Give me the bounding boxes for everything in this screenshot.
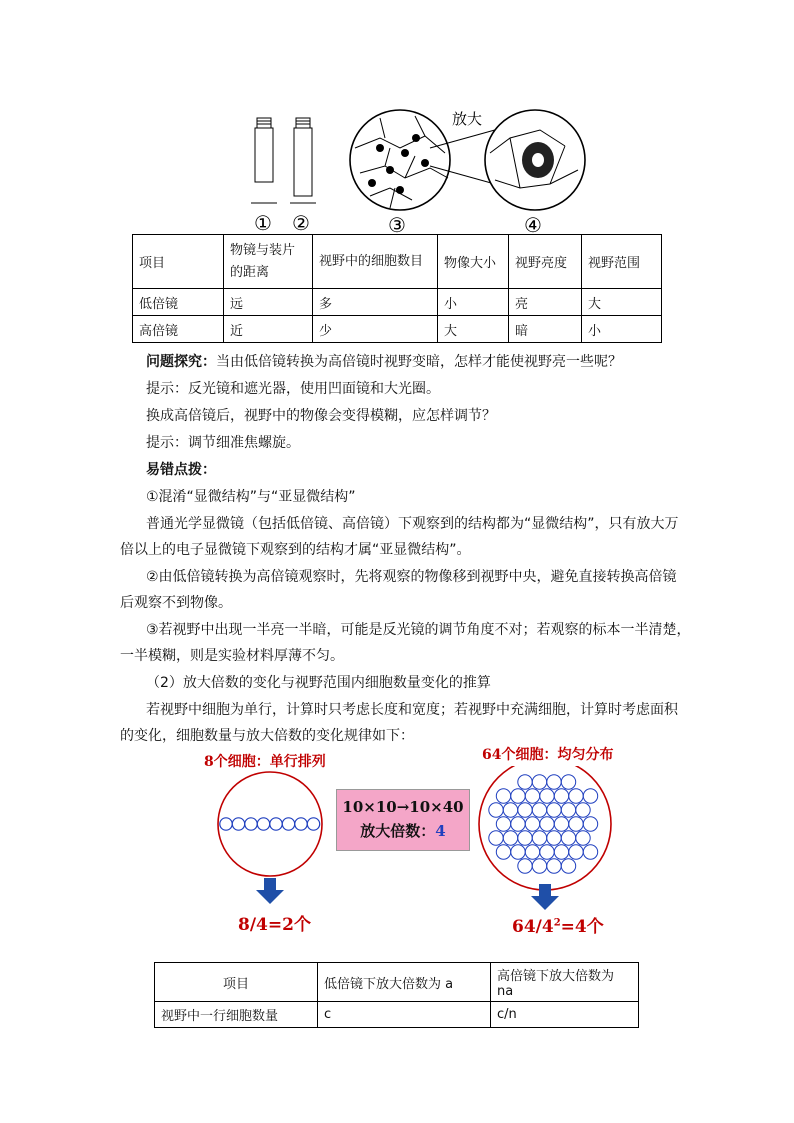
cell	[518, 803, 532, 817]
table-cell: 多	[313, 289, 438, 316]
cell	[554, 789, 568, 803]
table-header-row	[133, 235, 662, 289]
error-point-2: ②由低倍镜转换为高倍镜观察时，先将观察的物像移到视野中央，避免直接转换高倍镜	[146, 569, 677, 585]
section-2-heading: （2）放大倍数的变化与视野范围内细胞数量变化的推算	[146, 675, 491, 691]
table-row	[133, 316, 662, 343]
cell	[576, 831, 590, 845]
table-cell: 视野中的细胞数目	[313, 235, 438, 289]
cell	[257, 818, 269, 830]
cell	[532, 831, 546, 845]
table-cell: 低倍镜	[133, 289, 224, 316]
error-point-1-body-2: 倍以上的电子显微镜下观察到的结构才属“亚显微结构”。	[120, 542, 471, 558]
cell	[518, 775, 532, 789]
cell	[583, 845, 597, 859]
cell	[554, 845, 568, 859]
table-header-row	[155, 963, 639, 1002]
single-row-result: 8/4=2个	[238, 915, 311, 935]
result-exponent: 2	[553, 917, 561, 929]
table-cell: 高倍镜下放大倍数为 na	[491, 963, 639, 1002]
cell	[532, 859, 546, 873]
table-cell: 近	[224, 316, 313, 343]
high-power-objective	[290, 118, 316, 203]
fig-label-3: ③	[388, 213, 406, 237]
fig-label-4: ④	[524, 213, 542, 237]
question-1	[146, 352, 676, 372]
cell	[220, 818, 232, 830]
cell	[547, 859, 561, 873]
table-cell: 视野中一行细胞数量	[155, 1002, 318, 1028]
cell	[496, 789, 510, 803]
magnify-label: 放大	[452, 110, 483, 128]
cell	[547, 831, 561, 845]
cell	[496, 845, 510, 859]
table-cell: 物镜与装片的距离	[224, 235, 313, 289]
cell	[496, 817, 510, 831]
cell	[282, 818, 294, 830]
table-cell: 远	[224, 289, 313, 316]
table-cell: 小	[582, 316, 662, 343]
cell	[270, 818, 282, 830]
single-row-label: 8个细胞：单行排列	[204, 754, 326, 770]
factor-value: 4	[435, 822, 446, 840]
high-power-field	[485, 110, 585, 210]
result-part: 64/4	[512, 917, 554, 937]
table-row	[133, 289, 662, 316]
cell	[511, 845, 525, 859]
cell	[569, 817, 583, 831]
cell	[503, 803, 517, 817]
low-power-field	[350, 110, 450, 210]
cell	[511, 789, 525, 803]
table-cell: 大	[582, 289, 662, 316]
result-part: =4个	[560, 917, 604, 937]
question-2: 换成高倍镜后，视野中的物像会变得模糊，应怎样调节？	[146, 408, 496, 424]
uniform-result	[512, 912, 604, 937]
table-cell: c/n	[491, 1002, 639, 1028]
arrow-down-icon	[256, 878, 284, 904]
magnification-box	[336, 789, 470, 851]
table-cell: 高倍镜	[133, 316, 224, 343]
cell	[503, 831, 517, 845]
cell	[245, 818, 257, 830]
fig-label-1: ①	[254, 211, 272, 235]
cell	[561, 831, 575, 845]
table-cell: 项目	[155, 963, 318, 1002]
cell	[569, 845, 583, 859]
table-cell: 项目	[133, 235, 224, 289]
cell	[583, 789, 597, 803]
error-point-1-body: 普通光学显微镜（包括低倍镜、高倍镜）下观察到的结构都为“显微结构”，只有放大万	[146, 516, 679, 532]
error-tips-title: 易错点拨：	[146, 462, 216, 478]
hint-1: 提示：反光镜和遮光器，使用凹面镜和大光圈。	[146, 381, 440, 397]
cell	[569, 789, 583, 803]
hint-2: 提示：调节细准焦螺旋。	[146, 435, 300, 451]
table-cell: 低倍镜下放大倍数为 a	[318, 963, 491, 1002]
fig-label-2: ②	[292, 211, 310, 235]
table-cell: 视野亮度	[509, 235, 582, 289]
magnification-formula: 10×10→10×40	[342, 798, 464, 816]
table-cell: 小	[438, 289, 509, 316]
cell	[518, 831, 532, 845]
table-cell: 暗	[509, 316, 582, 343]
cell	[532, 775, 546, 789]
cell	[525, 845, 539, 859]
table-cell: c	[318, 1002, 491, 1028]
cell	[532, 803, 546, 817]
comparison-table	[132, 234, 662, 343]
cell	[525, 817, 539, 831]
section-2-body: 若视野中细胞为单行，计算时只考虑长度和宽度；若视野中充满细胞，计算时考虑面积	[146, 702, 678, 718]
cell	[540, 817, 554, 831]
cell	[489, 803, 503, 817]
cell	[583, 817, 597, 831]
table-cell: 物像大小	[438, 235, 509, 289]
cell	[561, 859, 575, 873]
question-text: 当由低倍镜转换为高倍镜时视野变暗，怎样才能使视野亮一些呢？	[216, 354, 622, 370]
magnification-table	[154, 962, 639, 1028]
cell	[547, 775, 561, 789]
cell	[576, 803, 590, 817]
cell	[307, 818, 319, 830]
uniform-label: 64个细胞：均匀分布	[482, 747, 614, 763]
cell	[511, 817, 525, 831]
error-point-3: ③若视野中出现一半亮一半暗，可能是反光镜的调节角度不对；若观察的标本一半清楚，	[146, 622, 691, 638]
cell	[540, 845, 554, 859]
cell	[232, 818, 244, 830]
question-label: 问题探究：	[146, 354, 216, 370]
magnification-factor	[337, 820, 469, 841]
table-row	[155, 1002, 639, 1028]
cell	[547, 803, 561, 817]
error-point-3-cont: 一半模糊，则是实验材料厚薄不匀。	[120, 648, 344, 664]
cell	[540, 789, 554, 803]
section-2-body-2: 的变化，细胞数量与放大倍数的变化规律如下：	[120, 728, 414, 744]
cell	[489, 831, 503, 845]
factor-label: 放大倍数：	[360, 822, 436, 840]
cell	[525, 789, 539, 803]
cell	[561, 775, 575, 789]
cell	[295, 818, 307, 830]
table-cell: 大	[438, 316, 509, 343]
table-cell: 视野范围	[582, 235, 662, 289]
microscope-figure	[240, 108, 590, 238]
table-cell: 少	[313, 316, 438, 343]
low-power-objective	[251, 118, 277, 203]
error-point-1: ①混淆“显微结构”与“亚显微结构”	[146, 489, 356, 505]
error-point-2-cont: 后观察不到物像。	[120, 595, 232, 611]
cell	[561, 803, 575, 817]
cell	[554, 817, 568, 831]
cell	[518, 859, 532, 873]
table-cell: 亮	[509, 289, 582, 316]
